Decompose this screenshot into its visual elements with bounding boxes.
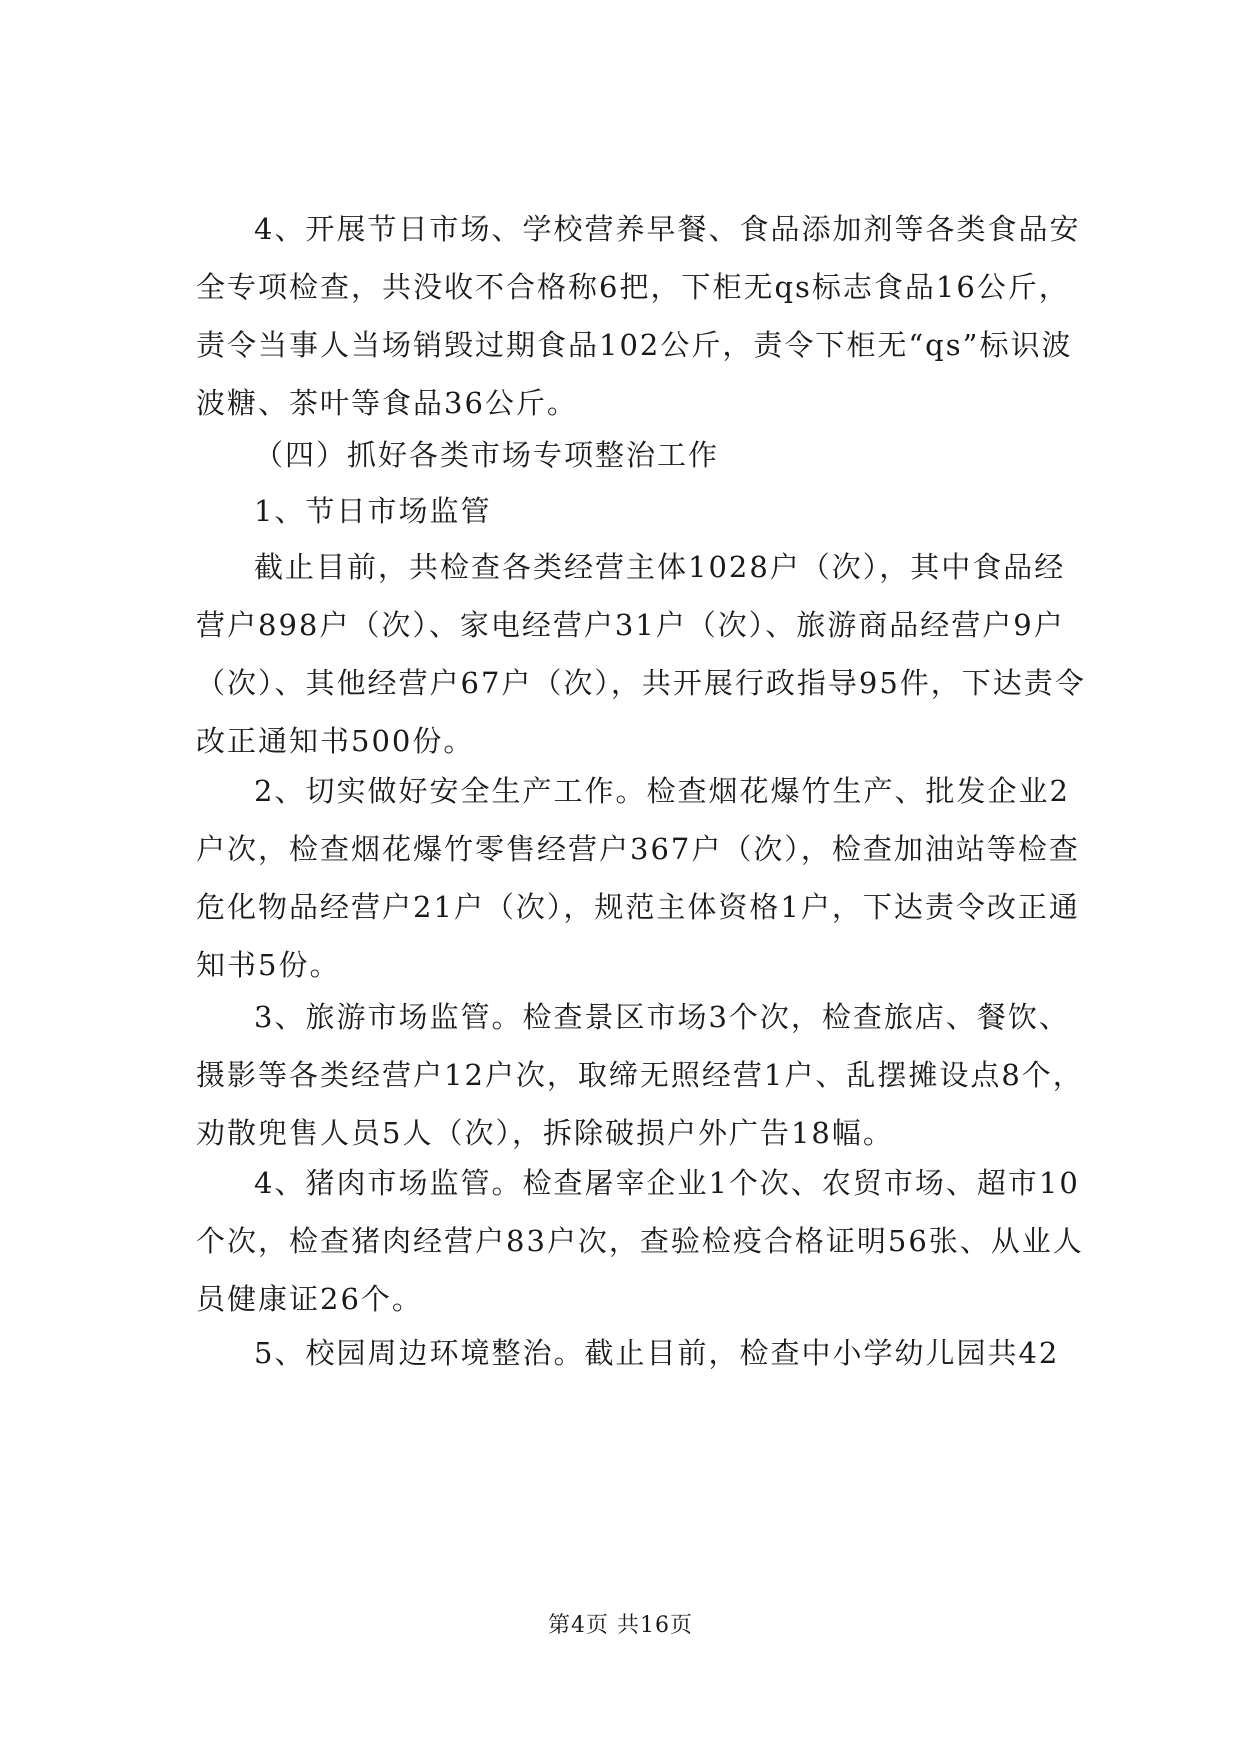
section-heading-market-rectification: （四）抓好各类市场专项整治工作 <box>254 438 720 472</box>
paragraph-campus-environment: 5、校园周边环境整治。截止目前，检查中小学幼儿园共42 <box>254 1336 1060 1370</box>
subheading-holiday-market: 1、节日市场监管 <box>254 494 492 528</box>
paragraph-pork-market: 4、猪肉市场监管。检查屠宰企业1个次、农贸市场、超市10个次，检查猪肉经营户83户次，查验检疫合格证明56张、从业人员健康证26个。 <box>196 1166 1084 1316</box>
paragraph-safety-production: 2、切实做好安全生产工作。检查烟花爆竹生产、批发企业2户次，检查烟花爆竹零售经营户367户（次），检查加油站等检查危化物品经营户21户（次），规范主体资格1户，下达责令改正通知书5份。 <box>196 774 1080 982</box>
page-footer: 第4页 共16页 <box>548 1613 693 1638</box>
paragraph-food-safety-inspection: 4、开展节日市场、学校营养早餐、食品添加剂等各类食品安全专项检查，共没收不合格称6把，下柜无qs标志食品16公斤，责令当事人当场销毁过期食品102公斤，责令下柜无“qs”标识波波糖、茶叶等食品36公斤。 <box>196 212 1081 420</box>
paragraph-holiday-market-stats: 截止目前，共检查各类经营主体1028户（次），其中食品经营户898户（次）、家电经营户31户（次）、旅游商品经营户9户（次）、其他经营户67户（次），共开展行政指导95件，下达责令改正通知书500份。 <box>196 550 1086 758</box>
paragraph-tourism-market: 3、旅游市场监管。检查景区市场3个次，检查旅店、餐饮、摄影等各类经营户12户次，取缔无照经营1户、乱摆摊设点8个，劝散兜售人员5人（次），拆除破损户外广告18幅。 <box>196 1000 1084 1150</box>
